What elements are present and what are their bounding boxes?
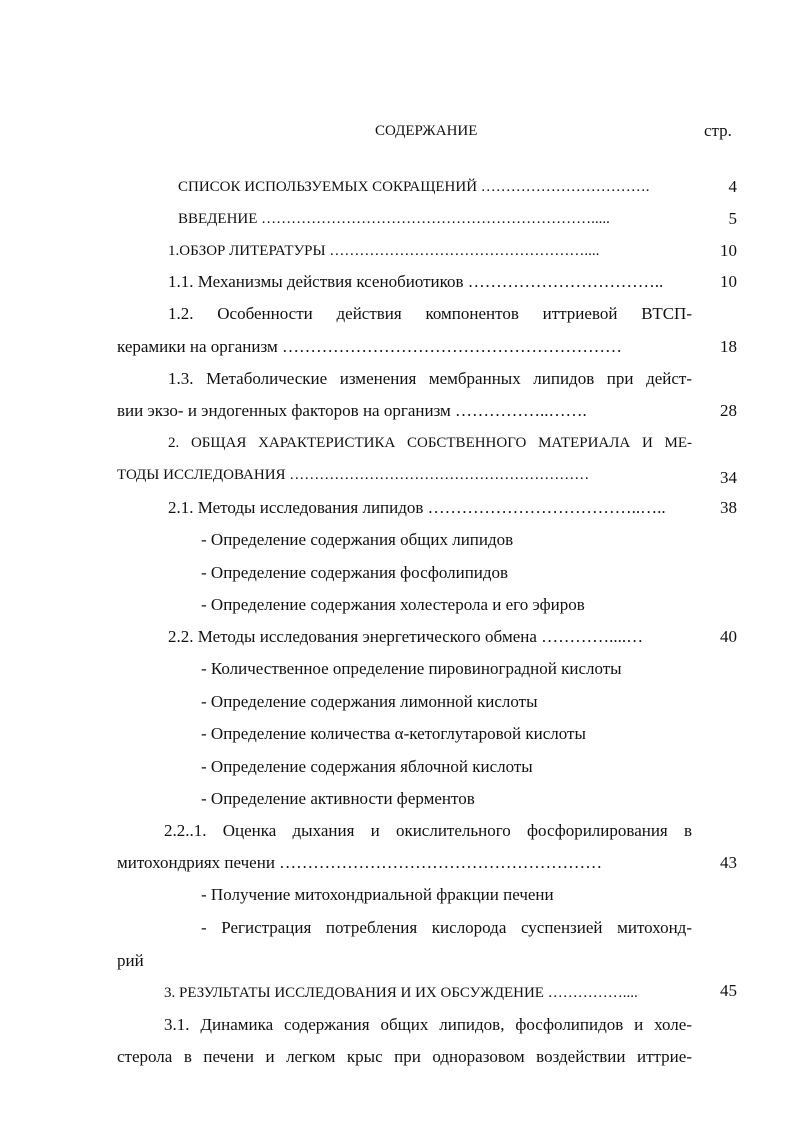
toc-page-number: 43	[720, 853, 737, 872]
toc-entry-2-1[interactable]: 2.1. Методы исследования липидов ………………………………..…..	[168, 498, 666, 517]
toc-entry-literature-review[interactable]: 1.ОБЗОР ЛИТЕРАТУРЫ ……………………………………………....	[168, 243, 600, 259]
toc-entry-2-2[interactable]: 2.2. Методы исследования энергетического обмена …………....…	[168, 627, 644, 646]
toc-page-number: 38	[720, 498, 737, 517]
toc-subitem[interactable]: - Количественное определение пировиноградной кислоты	[201, 659, 622, 678]
toc-page-number: 34	[720, 468, 737, 487]
toc-page-number: 28	[720, 401, 737, 420]
toc-subitem[interactable]: - Получение митохондриальной фракции печени	[201, 885, 554, 904]
toc-entry-2-line2[interactable]: ТОДЫ ИССЛЕДОВАНИЯ ……………………………………………………	[117, 467, 590, 483]
toc-entry-3-1-line1[interactable]: 3.1. Динамика содержания общих липидов, фосфолипидов и холе-	[164, 1015, 692, 1034]
toc-subitem[interactable]: - Определение содержания яблочной кислоты	[201, 757, 533, 776]
toc-entry-3-1-line2[interactable]: стерола в печени и легком крыс при одноразовом воздействии иттрие-	[117, 1047, 692, 1066]
toc-entry-1-2-line1[interactable]: 1.2. Особенности действия компонентов иттриевой ВТСП-	[168, 304, 692, 323]
page-title: СОДЕРЖАНИЕ	[375, 123, 478, 139]
toc-page-number: 4	[728, 177, 737, 196]
toc-entry-3[interactable]: 3. РЕЗУЛЬТАТЫ ИССЛЕДОВАНИЯ И ИХ ОБСУЖДЕНИЕ ……………....	[164, 985, 638, 1001]
toc-entry-2-2-1-line2[interactable]: митохондриях печени …………………………………………………	[117, 853, 603, 872]
toc-subitem-line1[interactable]: - Регистрация потребления кислорода суспензией митохонд-	[201, 918, 692, 937]
toc-entry-2-line1[interactable]: 2. ОБЩАЯ ХАРАКТЕРИСТИКА СОБСТВЕННОГО МАТЕРИАЛА И МЕ-	[168, 435, 692, 451]
toc-page-number: 5	[728, 209, 737, 228]
toc-entry-1-2-line2[interactable]: керамики на организм ……………………………………………………	[117, 337, 622, 356]
toc-subitem[interactable]: - Определение содержания общих липидов	[201, 530, 514, 549]
toc-entry-1-1[interactable]: 1.1. Механизмы действия ксенобиотиков ……………………………..	[168, 272, 664, 291]
toc-page-number: 40	[720, 627, 737, 646]
toc-entry-2-2-1-line1[interactable]: 2.2..1. Оценка дыхания и окислительного фосфорилирования в	[164, 821, 692, 840]
toc-subitem[interactable]: - Определение содержания холестерола и его эфиров	[201, 595, 585, 614]
toc-page-number: 10	[720, 241, 737, 260]
toc-subitem[interactable]: - Определение содержания лимонной кислоты	[201, 692, 538, 711]
toc-page-number: 18	[720, 337, 737, 356]
toc-entry-introduction[interactable]: ВВЕДЕНИЕ ………………………………………………………….....	[178, 211, 610, 227]
toc-subitem-line2[interactable]: рий	[117, 951, 144, 970]
toc-entry-abbreviations[interactable]: СПИСОК ИСПОЛЬЗУЕМЫХ СОКРАЩЕНИЙ …………………………….	[178, 179, 650, 195]
page-column-label: стр.	[704, 121, 732, 140]
toc-subitem[interactable]: - Определение содержания фосфолипидов	[201, 563, 509, 582]
toc-subitem[interactable]: - Определение количества α-кетоглутаровой кислоты	[201, 724, 586, 743]
toc-page-number: 10	[720, 272, 737, 291]
toc-entry-1-3-line2[interactable]: вии экзо- и эндогенных факторов на организм ……………..…….	[117, 401, 587, 420]
toc-page-number: 45	[720, 981, 737, 1000]
toc-subitem[interactable]: - Определение активности ферментов	[201, 789, 475, 808]
toc-entry-1-3-line1[interactable]: 1.3. Метаболические изменения мембранных липидов при дейст-	[168, 369, 692, 388]
